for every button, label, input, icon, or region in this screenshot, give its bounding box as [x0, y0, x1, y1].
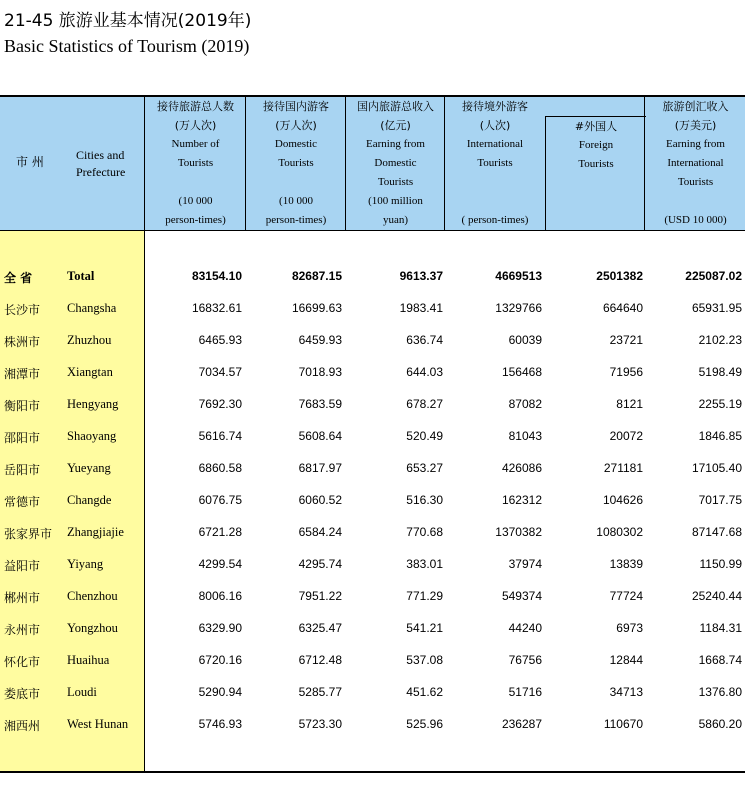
header-c1-line-4: Tourists	[177, 157, 214, 169]
table-row	[0, 453, 745, 485]
header-c4-line-2: (人次)	[479, 119, 511, 132]
city-name-en: Hengyang	[67, 397, 119, 411]
header-c3-line-4: Domestic	[374, 157, 417, 169]
header-c4-line-1: 接待境外游客	[462, 100, 528, 113]
domestic-tourists-value: 7951.22	[298, 589, 342, 603]
city-name-cn: 邵阳市	[4, 431, 41, 445]
header-city-cn: 市 州	[16, 155, 44, 169]
domestic-earning-value: 525.96	[406, 717, 443, 731]
foreign-tourists-value: 12844	[609, 653, 643, 667]
city-name-cn: 永州市	[4, 623, 41, 637]
city-name-cn: 湘潭市	[4, 367, 41, 381]
header-c6-line-6	[645, 192, 745, 211]
header-c6-line-3: Earning from	[666, 138, 725, 150]
header-c5-line-2: Foreign	[578, 139, 614, 151]
table-row	[0, 517, 745, 549]
domestic-tourists-value: 6584.24	[298, 525, 342, 539]
header-c6-line-5: Tourists	[677, 176, 714, 188]
international-tourists-value: 236287	[501, 717, 542, 731]
foreign-tourists-value: 23721	[609, 333, 643, 347]
header-c2-line-3: Domestic	[274, 138, 318, 150]
city-name-cn: 衡阳市	[4, 399, 41, 413]
foreign-tourists-value: 1080302	[596, 525, 643, 539]
city-name-en: Loudi	[67, 685, 97, 699]
header-c2-line-1: 接待国内游客	[263, 100, 329, 113]
city-name-cn: 郴州市	[4, 591, 41, 605]
international-earning-value: 2102.23	[698, 333, 742, 347]
total-tourists-value: 83154.10	[191, 269, 242, 283]
table-row	[0, 613, 745, 645]
international-earning-value: 1150.99	[699, 557, 742, 571]
header-c4-line-7: ( person-times)	[461, 214, 529, 226]
header-international-group	[444, 97, 645, 230]
international-tourists-value: 81043	[508, 429, 542, 443]
table-row	[0, 645, 745, 677]
foreign-tourists-value: 110670	[603, 717, 643, 731]
header-c1-line-7: person-times)	[165, 214, 226, 226]
city-name-en: Yongzhou	[67, 621, 118, 635]
city-name-cn: 娄底市	[4, 687, 41, 701]
header-international-tourists	[445, 97, 545, 230]
international-tourists-value: 549374	[501, 589, 542, 603]
international-earning-value: 7017.75	[698, 493, 742, 507]
domestic-tourists-value: 6817.97	[298, 461, 342, 475]
international-tourists-value: 87082	[508, 397, 542, 411]
foreign-tourists-value: 13839	[609, 557, 643, 571]
total-tourists-value: 8006.16	[198, 589, 242, 603]
city-name-en: Changde	[67, 493, 112, 507]
city-name-en: Zhangjiajie	[67, 525, 124, 539]
total-tourists-value: 5290.94	[198, 685, 242, 699]
header-total-tourists	[144, 97, 246, 230]
international-earning-value: 5198.49	[698, 365, 742, 379]
international-tourists-value: 426086	[501, 461, 542, 475]
tourism-statistics-table	[0, 95, 745, 773]
total-tourists-value: 7034.57	[198, 365, 242, 379]
international-earning-value: 65931.95	[691, 301, 742, 315]
header-international-earning	[644, 97, 745, 230]
table-row	[0, 709, 745, 741]
domestic-tourists-value: 6459.93	[298, 333, 342, 347]
city-name-en: Huaihua	[67, 653, 110, 667]
header-c6-line-1: 旅游创汇收入	[662, 100, 729, 113]
domestic-tourists-value: 4295.74	[298, 557, 342, 571]
foreign-tourists-value: 271181	[603, 461, 643, 475]
international-tourists-value: 44240	[508, 621, 542, 635]
city-name-cn: 常德市	[4, 495, 41, 509]
international-tourists-value: 4669513	[495, 269, 542, 283]
header-c4-line-6	[445, 192, 545, 211]
header-c1-line-1: 接待旅游总人数	[157, 100, 234, 113]
total-tourists-value: 6465.93	[198, 333, 242, 347]
header-c4-line-3: International	[466, 138, 524, 150]
table-row	[0, 549, 745, 581]
domestic-tourists-value: 16699.63	[291, 301, 342, 315]
foreign-tourists-value: 77724	[609, 589, 643, 603]
domestic-tourists-value: 5285.77	[298, 685, 342, 699]
domestic-tourists-value: 6712.48	[298, 653, 342, 667]
header-c2-line-5	[246, 173, 346, 192]
international-earning-value: 17105.40	[691, 461, 742, 475]
city-name-cn: 全 省	[4, 271, 33, 285]
table-header	[0, 97, 745, 231]
international-tourists-value: 76756	[508, 653, 542, 667]
header-c4-line-5	[445, 173, 545, 192]
city-name-en: Changsha	[67, 301, 117, 315]
domestic-earning-value: 516.30	[406, 493, 443, 507]
foreign-tourists-value: 20072	[609, 429, 643, 443]
header-c3-line-1: 国内旅游总收入	[357, 100, 434, 113]
table-row	[0, 293, 745, 325]
header-c6-line-7: (USD 10 000)	[664, 214, 727, 226]
domestic-earning-value: 9613.37	[399, 269, 443, 283]
foreign-tourists-value: 34713	[609, 685, 643, 699]
domestic-earning-value: 1983.41	[399, 301, 443, 315]
header-c1-line-5	[145, 173, 246, 192]
international-tourists-value: 162312	[501, 493, 542, 507]
header-city	[0, 97, 144, 230]
total-tourists-value: 4299.54	[198, 557, 242, 571]
city-name-cn: 张家界市	[4, 527, 53, 541]
foreign-tourists-value: 71956	[609, 365, 643, 379]
header-c1-line-2: (万人次)	[174, 119, 217, 132]
foreign-tourists-value: 6973	[616, 621, 643, 635]
international-earning-value: 1184.31	[699, 621, 742, 635]
international-earning-value: 1376.80	[698, 685, 742, 699]
table-row	[0, 485, 745, 517]
header-c2-line-4: Tourists	[278, 157, 314, 169]
header-c4-line-4: Tourists	[477, 157, 513, 169]
header-c1-line-3: Number of	[171, 138, 220, 150]
domestic-earning-value: 537.08	[406, 653, 443, 667]
total-tourists-value: 6721.28	[198, 525, 242, 539]
international-tourists-value: 60039	[508, 333, 542, 347]
header-c2-line-6: (10 000	[279, 195, 313, 207]
domestic-earning-value: 541.21	[406, 621, 443, 635]
header-c5-line-3: Tourists	[578, 158, 614, 170]
domestic-earning-value: 636.74	[406, 333, 443, 347]
header-c1-line-6: (10 000	[178, 195, 213, 207]
table-row-total	[0, 261, 745, 293]
domestic-earning-value: 644.03	[406, 365, 443, 379]
header-c6-line-2: (万美元)	[674, 119, 717, 132]
header-city-en-2: Prefecture	[76, 165, 126, 179]
header-foreign-tourists	[545, 116, 646, 231]
city-name-cn: 益阳市	[4, 559, 41, 573]
header-city-en-1: Cities and	[76, 148, 125, 162]
city-name-cn: 湘西州	[4, 719, 41, 733]
header-c3-line-3: Earning from	[366, 138, 425, 150]
total-tourists-value: 16832.61	[191, 301, 242, 315]
domestic-earning-value: 520.49	[406, 429, 443, 443]
table-english-title: Basic Statistics of Tourism (2019)	[4, 36, 250, 56]
foreign-tourists-value: 104626	[602, 493, 643, 507]
domestic-tourists-value: 7018.93	[298, 365, 342, 379]
table-row	[0, 325, 745, 357]
city-name-en: Chenzhou	[67, 589, 118, 603]
city-name-en: Yueyang	[67, 461, 111, 475]
table-row	[0, 677, 745, 709]
header-c2-line-2: (万人次)	[275, 119, 317, 132]
total-tourists-value: 6076.75	[198, 493, 242, 507]
header-c3-line-6: (100 million	[368, 195, 423, 207]
international-earning-value: 2255.19	[698, 397, 742, 411]
foreign-tourists-value: 664640	[602, 301, 643, 315]
header-domestic-earning	[345, 97, 445, 230]
domestic-tourists-value: 82687.15	[291, 269, 342, 283]
international-earning-value: 1846.85	[698, 429, 742, 443]
domestic-tourists-value: 5723.30	[298, 717, 342, 731]
domestic-tourists-value: 7683.59	[298, 397, 342, 411]
international-earning-value: 87147.68	[691, 525, 742, 539]
city-name-en: Xiangtan	[67, 365, 113, 379]
international-tourists-value: 1329766	[495, 301, 542, 315]
domestic-tourists-value: 6060.52	[298, 493, 342, 507]
city-name-cn: 岳阳市	[4, 463, 41, 477]
domestic-earning-value: 771.29	[406, 589, 443, 603]
header-c2-line-7: person-times)	[265, 214, 327, 226]
header-c5-line-1: #外国人	[574, 120, 618, 133]
international-tourists-value: 37974	[508, 557, 542, 571]
domestic-tourists-value: 6325.47	[298, 621, 342, 635]
header-c3-line-7: yuan)	[382, 214, 409, 226]
city-name-en: Yiyang	[67, 557, 104, 571]
city-name-cn: 株洲市	[4, 335, 41, 349]
domestic-earning-value: 383.01	[406, 557, 443, 571]
domestic-earning-value: 678.27	[406, 397, 443, 411]
international-tourists-value: 51716	[508, 685, 542, 699]
foreign-tourists-value: 2501382	[596, 269, 643, 283]
header-c3-line-2: (亿元)	[380, 119, 411, 132]
city-name-en: Shaoyang	[67, 429, 117, 443]
city-name-en: Zhuzhou	[67, 333, 112, 347]
header-domestic-tourists	[245, 97, 346, 230]
city-name-cn: 怀化市	[4, 655, 41, 669]
international-tourists-value: 1370382	[495, 525, 542, 539]
city-name-en: Total	[67, 269, 95, 283]
table-bottom-rule	[0, 771, 745, 773]
header-c3-line-5: Tourists	[377, 176, 414, 188]
total-tourists-value: 6860.58	[198, 461, 242, 475]
domestic-earning-value: 653.27	[406, 461, 443, 475]
domestic-earning-value: 770.68	[406, 525, 443, 539]
total-tourists-value: 6720.16	[198, 653, 242, 667]
total-tourists-value: 5616.74	[198, 429, 242, 443]
international-tourists-value: 156468	[501, 365, 542, 379]
foreign-tourists-value: 8121	[616, 397, 643, 411]
city-name-cn: 长沙市	[4, 303, 41, 317]
international-earning-value: 1668.74	[698, 653, 742, 667]
international-earning-value: 25240.44	[691, 589, 742, 603]
domestic-tourists-value: 5608.64	[298, 429, 342, 443]
header-c6-line-4: International	[667, 157, 724, 169]
table-row	[0, 357, 745, 389]
table-number-title: 21-45 旅游业基本情况(2019年)	[4, 11, 252, 31]
international-earning-value: 225087.02	[685, 269, 742, 283]
city-name-en: West Hunan	[67, 717, 129, 731]
table-row	[0, 421, 745, 453]
table-row	[0, 581, 745, 613]
total-tourists-value: 6329.90	[198, 621, 242, 635]
total-tourists-value: 5746.93	[198, 717, 242, 731]
domestic-earning-value: 451.62	[406, 685, 443, 699]
total-tourists-value: 7692.30	[198, 397, 242, 411]
table-row	[0, 389, 745, 421]
international-earning-value: 5860.20	[698, 717, 742, 731]
